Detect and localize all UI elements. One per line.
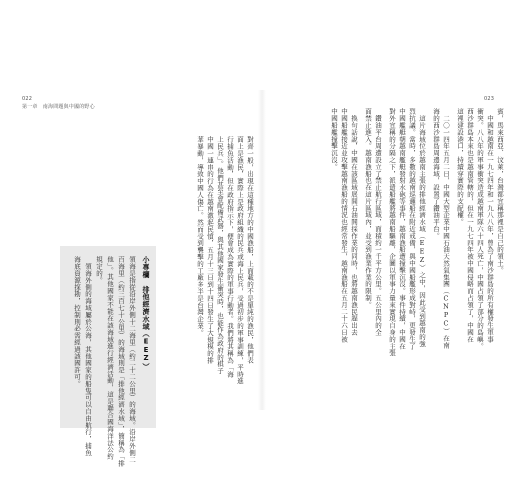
sidebar-text-column: 百海里（約三百七十公里）的海域則是「排他經濟水域」，簡稱為「排	[117, 256, 125, 467]
right-page	[266, 96, 504, 396]
right-text-column: 衝突。八八年的軍事衝突造成越南軍隊六十四人死亡，中國占領了部分的島嶼。	[476, 108, 484, 350]
left-page	[22, 96, 258, 467]
book-gutter	[258, 90, 266, 410]
sidebar-box	[60, 246, 156, 467]
right-text-column: 中國船艦接近並攻擊越南漁船的情況也經常發生，越南漁船在五月二十六日被	[340, 108, 348, 343]
sidebar-title: 小專欄 排他經濟水域（EEZ）	[142, 256, 150, 370]
running-head: 第一章 南海問題與中國的野心	[22, 104, 95, 110]
right-text-column: 換句話說，中國在該區域展開石油開採作業的同時，也將越南漁民趕出去	[350, 108, 358, 336]
left-text-column: 中國一連串的行為在越南激起民憤，五月十三日到十四日發生了大規模的排	[206, 136, 214, 364]
right-text-column: 對外宣稱的分隔之下，派遣船艦將越南船驅離，企圖以軍事力量來實現自身的主張	[388, 108, 396, 357]
right-text-column: 二〇一四年五月二日，中國大型企業中國石油天然氣集團（CNPC）在南	[442, 108, 450, 349]
right-text-column: 中國和越南在一九七四年和一九八八年，曾為了南沙群島的所有權發生軍事	[486, 108, 494, 343]
right-text-column: 鑽油平台周遭設立了禁止航行區域，面積約一千平方公里。五公里內的全	[374, 108, 382, 336]
sidebar-text-column: 領海是指從沿岸外側十二海里（約二十二公里）的海域。沿岸外側二	[128, 256, 136, 463]
right-text-column: 這片海域位於越南主張的排他經濟水域（EEZ）之中，因此受到越南的強	[418, 108, 426, 348]
left-text-column: 行捕魚活動，但在政府指示下，便會成為實際的軍事行動者。我們將其稱為「海	[226, 136, 234, 378]
right-text-column: 西沙群島本來也是越南管轄的，但在一九七四年被中國侵略而占領了，中國在	[466, 108, 474, 343]
sidebar-text-column: 領海外側的海域屬於公海，其他國家的船隻可以自由航行，捕魚	[84, 256, 92, 457]
left-page-number: 022	[22, 96, 33, 102]
left-text-column: 上民兵」。他們甚至會配備武器，與其他國家發生衝突時，也能作為政府的棋子	[216, 136, 224, 375]
right-text-column: 這裡建設港口，持續穿實際的支配權。	[456, 108, 464, 226]
right-text-column: 中國船艦撞擊沉沒。	[330, 108, 338, 171]
right-text-column: 賓，馬來西亞、汶萊，台灣都宣稱那裡是自己的領土。	[496, 108, 504, 274]
sidebar-text-column: 他」。其他國家不能在該海域進行經濟活動，這是聯合國海洋法公約	[106, 256, 114, 460]
left-text-column: 面上是漁民，實際上是政府組織的民兵或海上民兵，受過初步的軍事訓練，平時進	[236, 136, 244, 385]
right-text-column: 烈抗議。當時，多數的越南巡邏船在附近戒備，與中國船艦形成對峙，更發生了	[408, 108, 416, 350]
left-text-column: 對齊一般，出現在這種地方的中國漁船，上面載的不是單純的漁民，他們表	[246, 136, 254, 364]
sidebar-text-column: 規定的。	[95, 256, 103, 284]
right-text-column: 面禁止進入。越南漁船也在這片區域內，並受到漁業作業的限制。	[364, 108, 372, 309]
left-text-column: 華暴動，導致中國人傷亡。然而受到襲擊的工廠多半是台灣企業。	[196, 136, 204, 337]
sidebar-text-column: 海底資源探勘，控制則必需經過該國許可。	[73, 256, 81, 388]
right-text-column: 海的西沙群島周邊海域，設置了鑽油平台。	[432, 108, 440, 240]
right-page-number: 023	[484, 96, 495, 102]
right-text-column: 中國艦艇朝越南艦艇發射水砲等事件，越南漁船遭撞擊沉沒。事件持續，中國在	[398, 108, 406, 350]
